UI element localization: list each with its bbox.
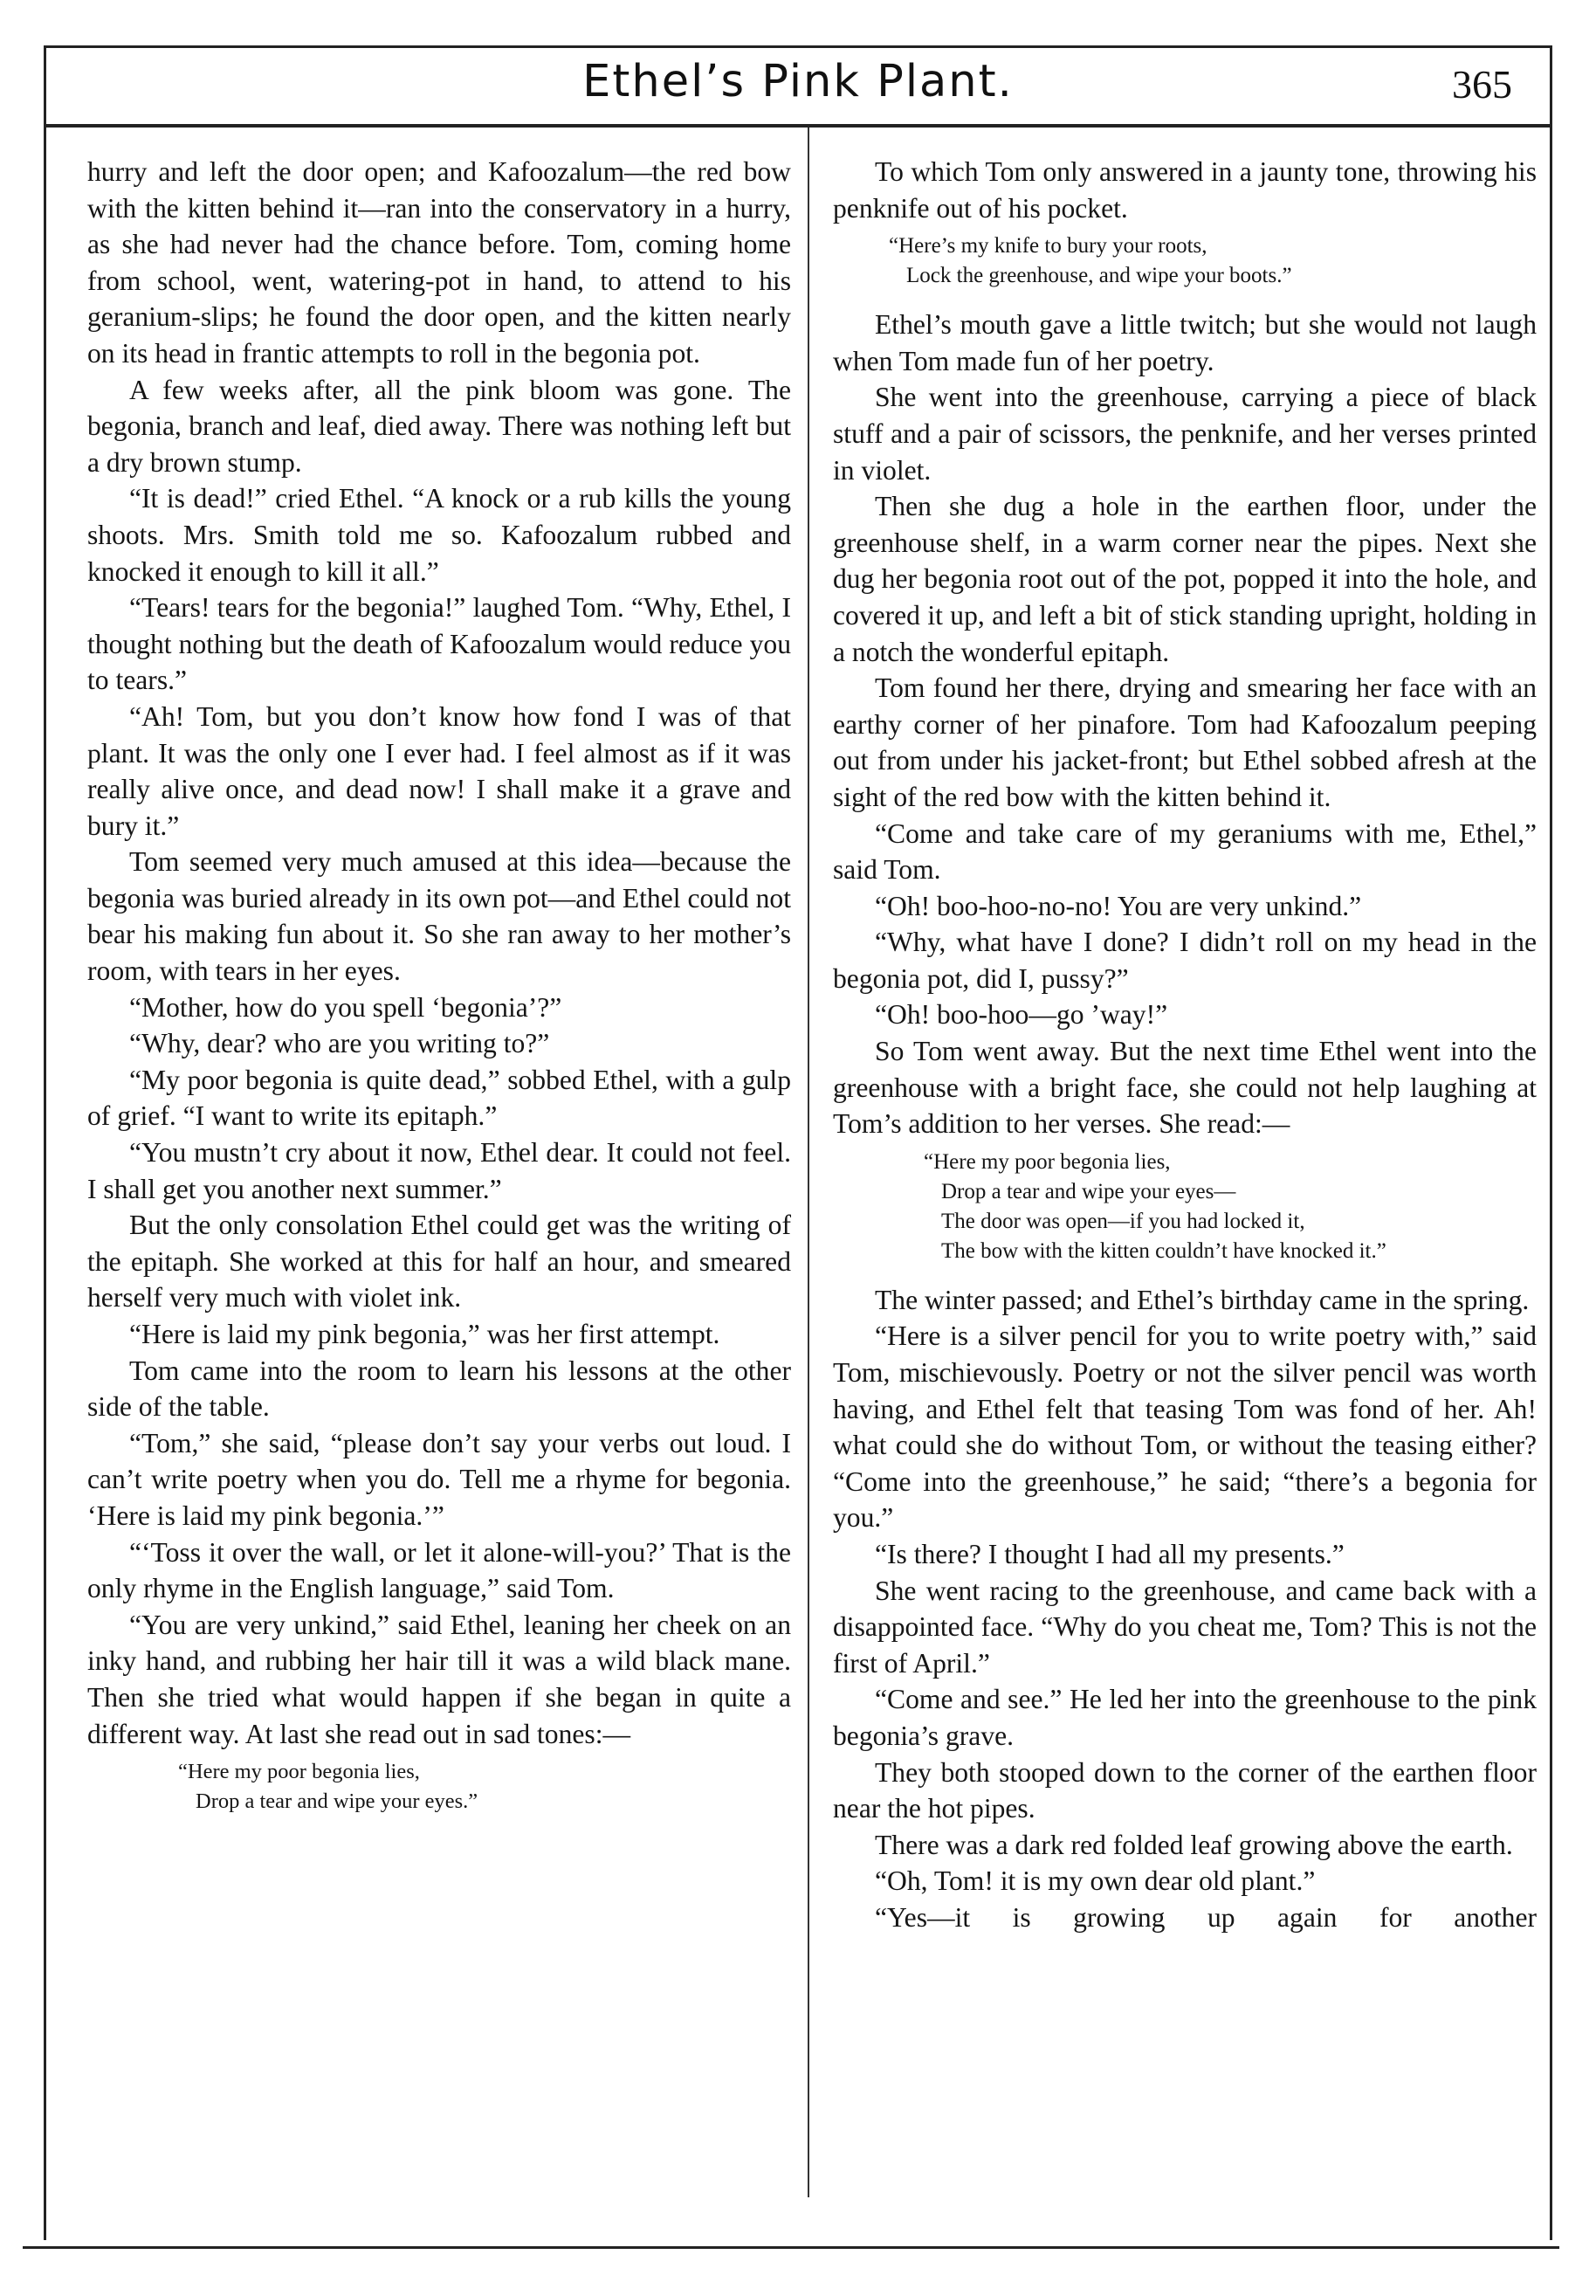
- paragraph: She went into the greenhouse, carrying a piece of black stuff and a pair of scissors, the penknife, and her verses printed in violet.: [833, 382, 1537, 486]
- verse-block: [87, 1757, 791, 1817]
- paragraph: “You are very unkind,” said Ethel, leaning her cheek on an inky hand, and rubbing her hair till it was a wild black mane. Then she tried what would happen if she began in quite a different way. At last she read out in sad tones:—: [87, 1609, 791, 1749]
- paragraph: “Come and see.” He led her into the greenhouse to the pink begonia’s grave.: [833, 1684, 1537, 1751]
- verse-block: [833, 1148, 1537, 1266]
- paragraph: Tom found her there, drying and smearing her face with an earthy corner of her pinafore. Tom had Kafoozalum peeping out from under his jacket-front; but Ethel sobbed afresh at the sight of the red bow with the kitten behind it.: [833, 672, 1537, 812]
- paragraph: “Ah! Tom, but you don’t know how fond I was of that plant. It was the only one I ever had. I feel almost as if it was really alive once, and dead now! I shall make it a grave and bury it.”: [87, 700, 791, 841]
- paragraph: “Why, what have I done? I didn’t roll on my head in the begonia pot, did I, pussy?”: [833, 927, 1537, 994]
- paragraph: Tom came into the room to learn his lessons at the other side of the table.: [87, 1355, 791, 1423]
- paragraph: “Is there? I thought I had all my presents.”: [875, 1539, 1345, 1569]
- paragraph: Tom seemed very much amused at this idea—because the begonia was buried already in its own pot—and Ethel could not bear his making fun about it. So she ran away to her mother’s room, with tears in her eyes.: [87, 846, 791, 987]
- paragraph: “Tom,” she said, “please don’t say your verbs out loud. I can’t write poetry when you do. Tell me a rhyme for begonia. ‘Here is laid my pink begonia.’”: [87, 1427, 791, 1531]
- page-number: 365: [1452, 62, 1512, 107]
- verse-line: Drop a tear and wipe your eyes.”: [196, 1789, 478, 1814]
- paragraph: So Tom went away. But the next time Ethel went into the greenhouse with a bright face, she could not help laughing at Tom’s addition to her verses. She read:—: [833, 1036, 1537, 1140]
- paragraph: They both stooped down to the corner of the earthen floor near the hot pipes.: [833, 1756, 1537, 1824]
- verse-line: Drop a tear and wipe your eyes—: [941, 1179, 1236, 1203]
- paragraph: “My poor begonia is quite dead,” sobbed Ethel, with a gulp of grief. “I want to write its epitaph.”: [87, 1064, 791, 1132]
- right-column: [833, 154, 1537, 1936]
- paragraph: “It is dead!” cried Ethel. “A knock or a rub kills the young shoots. Mrs. Smith told me so. Kafoozalum rubbed and knocked it enough to kill it all.”: [87, 483, 791, 587]
- verse-line: “Here my poor begonia lies,: [178, 1760, 420, 1784]
- verse-block: [833, 231, 1537, 291]
- page-header: [44, 45, 1552, 128]
- paragraph: But the only consolation Ethel could get was the writing of the epitaph. She worked at this for half an hour, and smeared herself very much with violet ink.: [87, 1210, 791, 1313]
- paragraph: “Tears! tears for the begonia!” laughed Tom. “Why, Ethel, I thought nothing but the death of Kafoozalum would reduce you to tears.”: [87, 592, 791, 696]
- paragraph: “Oh! boo-hoo-no-no! You are very unkind.”: [875, 890, 1362, 921]
- paragraph: “Here is laid my pink begonia,” was her first attempt.: [129, 1319, 720, 1349]
- paragraph: The winter passed; and Ethel’s birthday came in the spring.: [875, 1284, 1530, 1315]
- verse-line: The bow with the kitten couldn’t have knocked it.”: [941, 1238, 1386, 1263]
- paragraph: “You mustn’t cry about it now, Ethel dear. It could not feel. I shall get you another next summer.”: [87, 1137, 791, 1204]
- paragraph: “Here is a silver pencil for you to write poetry with,” said Tom, mischievously. Poetry or not the silver pencil was worth having, and Ethel felt that teasing Tom was fond of her. Ah! what could she do without Tom, or without the teasing either? “Come into the greenhouse,” he said; “there’s a begonia for you.”: [833, 1320, 1537, 1534]
- left-column: [87, 154, 791, 1832]
- paragraph: She went racing to the greenhouse, and came back with a disappointed face. “Why do you cheat me, Tom? This is not the first of April.”: [833, 1575, 1537, 1679]
- column-divider: [808, 128, 809, 2197]
- paragraph: Then she dug a hole in the earthen floor, under the greenhouse shelf, in a warm corner near the pipes. Next she dug her begonia root out of the pot, popped it into the hole, and covered it up, and left a bit of stick standing upright, holding in a notch the wonderful epitaph.: [833, 491, 1537, 667]
- verse-line: “Here’s my knife to bury your roots,: [889, 234, 1207, 259]
- paragraph: “Why, dear? who are you writing to?”: [129, 1028, 550, 1059]
- paragraph: “Yes—it is growing up again for another: [875, 1901, 1537, 1933]
- paragraph: “Mother, how do you spell ‘begonia’?”: [129, 991, 562, 1023]
- paragraph: There was a dark red folded leaf growing above the earth.: [875, 1829, 1513, 1860]
- page-title: Ethel’s Pink Plant.: [582, 56, 1014, 107]
- paragraph: “Oh! boo-hoo—go ’way!”: [875, 999, 1168, 1031]
- paragraph: A few weeks after, all the pink bloom was gone. The begonia, branch and leaf, died away. There was nothing left but a dry brown stump.: [87, 374, 791, 478]
- paragraph: Ethel’s mouth gave a little twitch; but she would not laugh when Tom made fun of her poetry.: [833, 309, 1537, 376]
- verse-line: The door was open—if you had locked it,: [941, 1209, 1305, 1233]
- verse-line: “Here my poor begonia lies,: [924, 1149, 1171, 1174]
- bottom-rule: [23, 2246, 1559, 2249]
- verse-line: Lock the greenhouse, and wipe your boots.”: [906, 264, 1292, 288]
- paragraph: “‘Toss it over the wall, or let it alone-will-you?’ That is the only rhyme in the English language,” said Tom.: [87, 1536, 791, 1604]
- paragraph: “Come and take care of my geraniums with me, Ethel,” said Tom.: [833, 817, 1537, 886]
- paragraph: “Oh, Tom! it is my own dear old plant.”: [875, 1865, 1316, 1897]
- paragraph: hurry and left the door open; and Kafoozalum—the red bow with the kitten behind it—ran into the conservatory in a hurry, as she had never had the chance before. Tom, coming home from school, went, watering-pot in hand, to attend to his geranium-slips; he found the door open, and the kitten nearly on its head in frantic attempts to roll in the begonia pot.: [87, 156, 791, 369]
- paragraph: To which Tom only answered in a jaunty tone, throwing his penknife out of his pocket.: [833, 156, 1537, 224]
